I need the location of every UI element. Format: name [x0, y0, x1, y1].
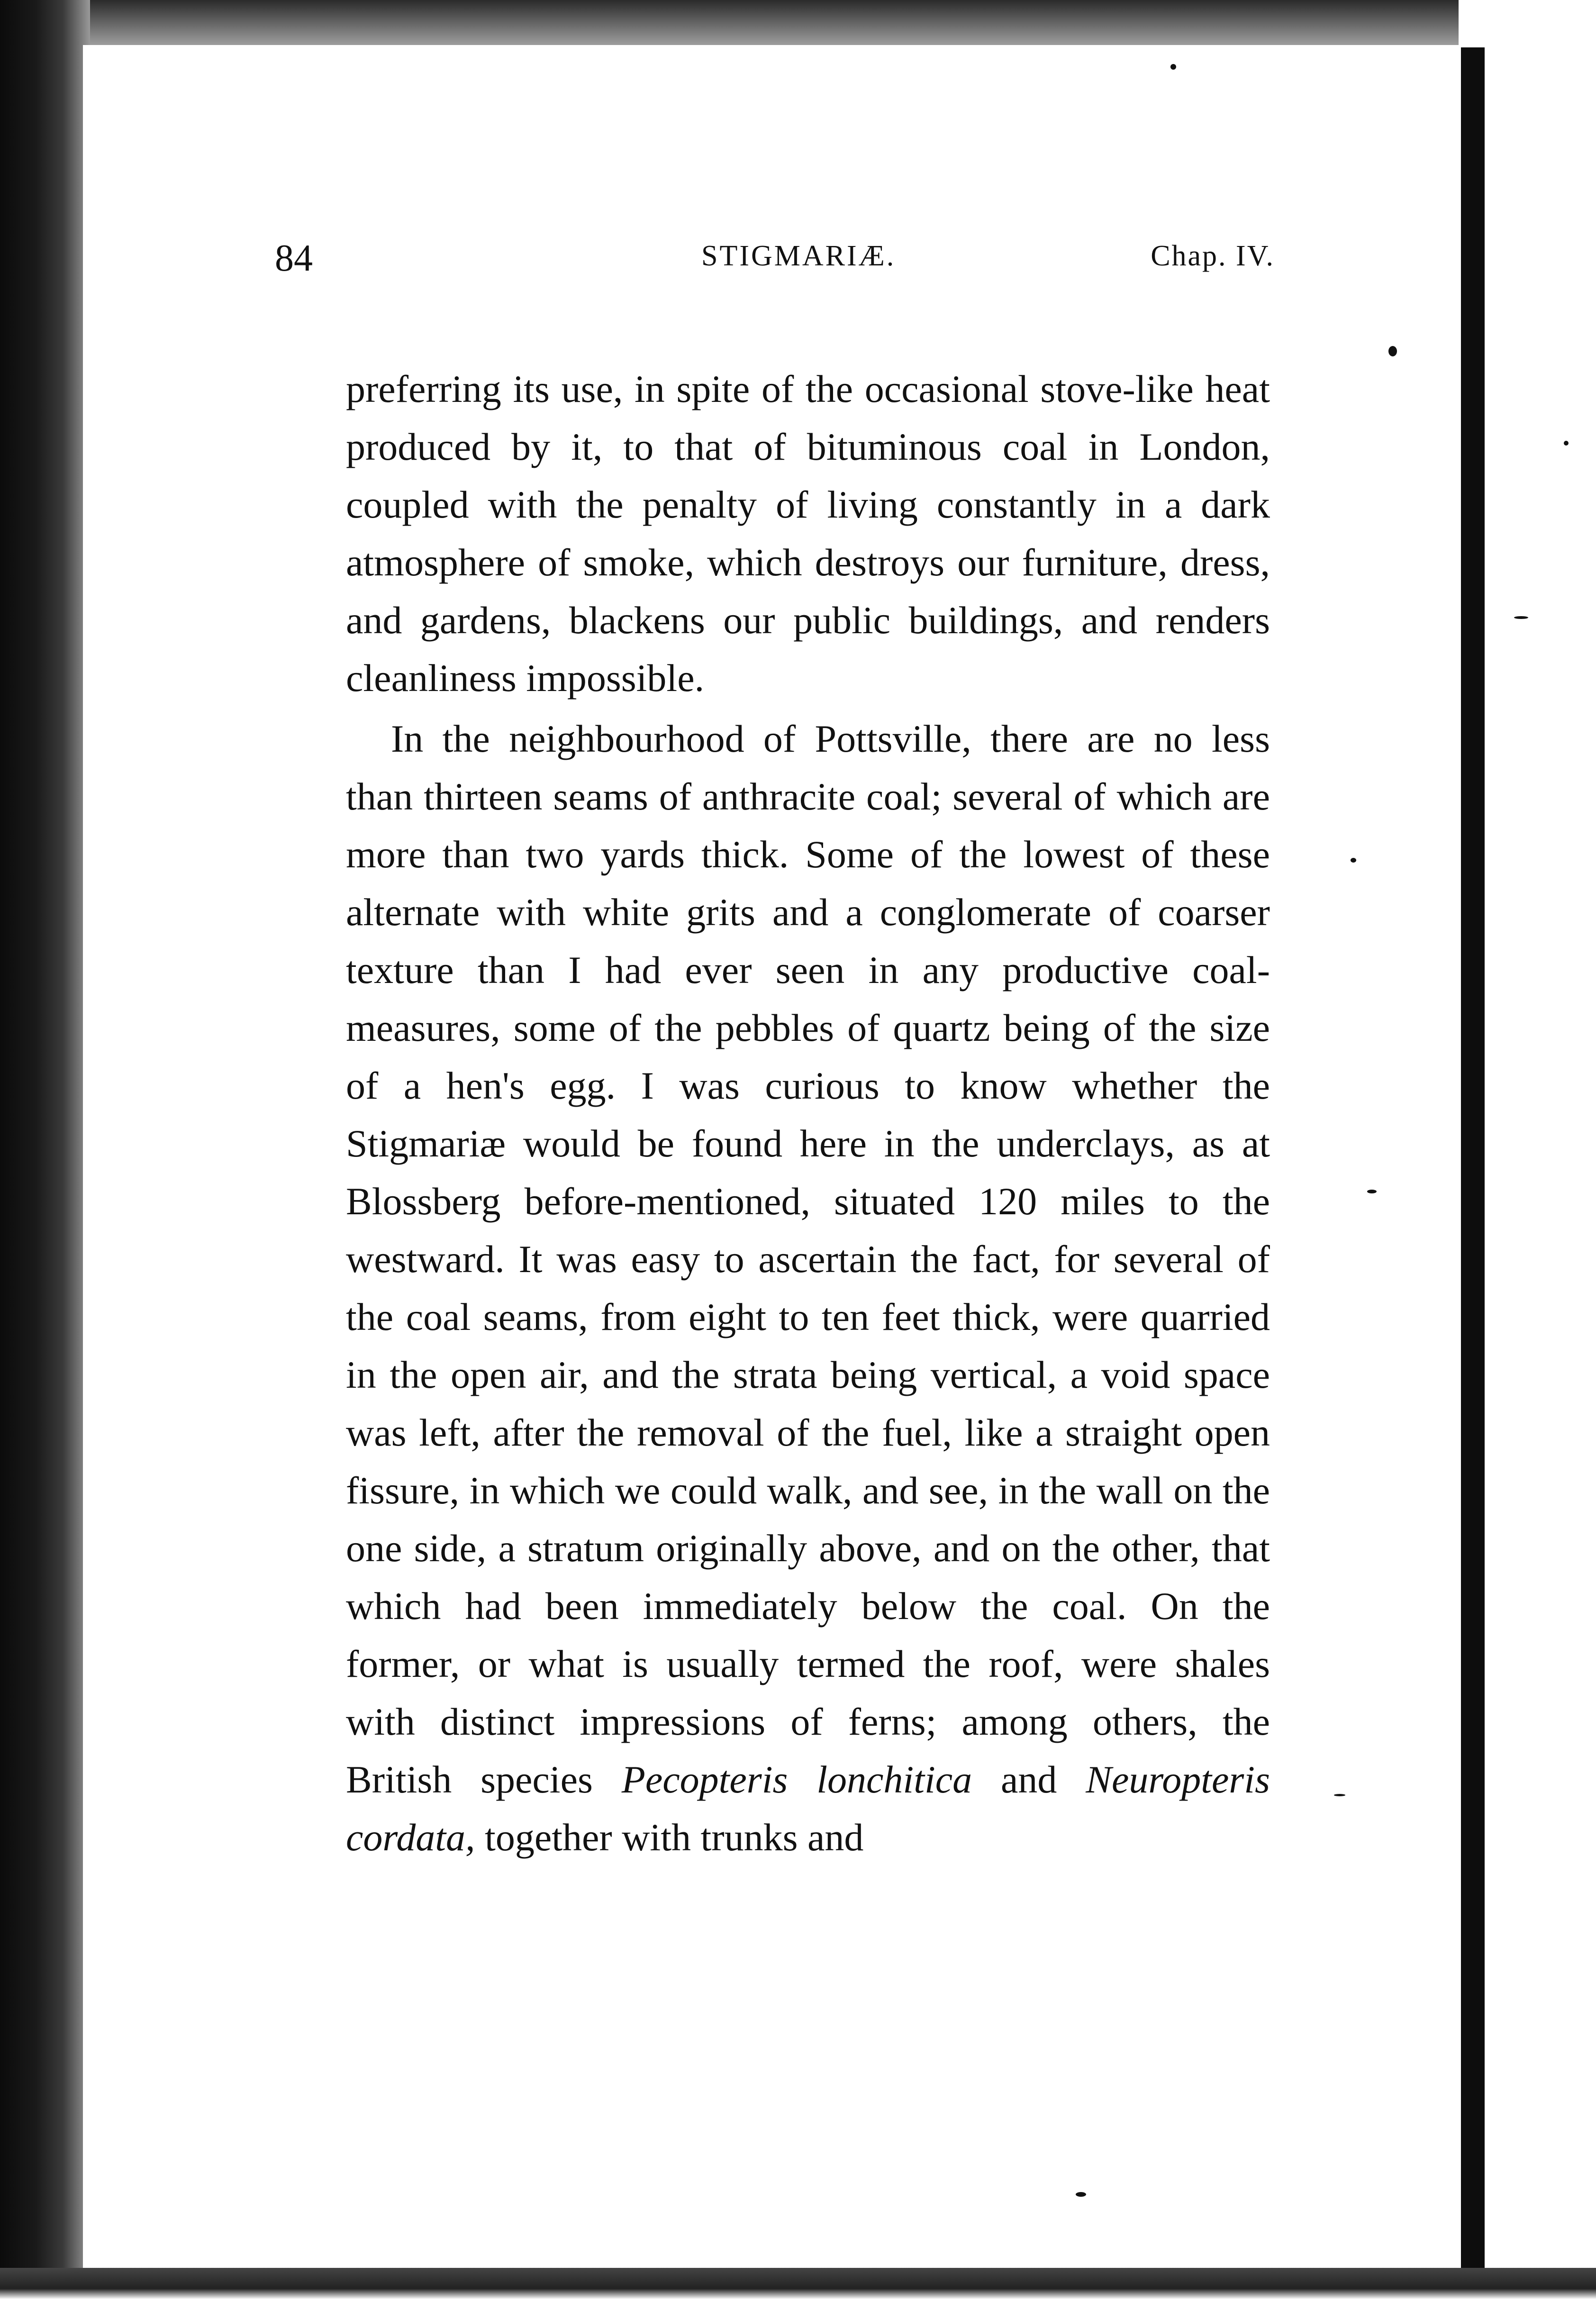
paragraph-2: [346, 710, 1270, 1866]
scan-top-edge: [0, 0, 1596, 45]
page-header: [275, 237, 1275, 303]
scan-left-edge: [0, 0, 90, 2320]
body-text: [346, 360, 1270, 1866]
scan-speck: [1351, 858, 1356, 863]
paragraph-2-text: In the neighbourhood of Pottsville, there are no less than thirteen seams of anthracite coal; several of which are more than two yards thick. Some of the lowest of these alternate with white grits and a conglomerate of coarser texture than I had ever seen in any productive coal-measures, some of the pebbles of quartz being of the size of a hen's egg. I was curious to know whether the Stigmariæ would be found here in the underclays, as at Blossberg before-mentioned, situated 120 miles to the westward. It was easy to ascertain the fact, for several of the coal seams, from eight to ten feet thick, were quarried in the open air, and the strata being vertical, a void space was left, after the removal of the fuel, like a straight open fissure, in which we could walk, and see, in the wall on the one side, a stratum originally above, and on the other, that which had been immediately below the coal. On the former, or what is usually termed the roof, were shales with distinct impressions of ferns; among others, the British species: [346, 717, 1270, 1801]
conjunction: and: [1001, 1758, 1057, 1801]
scan-speck: [1388, 346, 1397, 356]
scan-right-edge: [1461, 47, 1485, 2284]
page-number: 84: [275, 237, 313, 279]
paragraph-1: preferring its use, in spite of the occasional stove-like heat produced by it, to that of bituminous coal in London, coupled with the penalty of living constantly in a dark atmosphere of smoke, which destroys our furniture, dress, and gardens, blackens our public buildings, and renders cleanliness impossible.: [346, 367, 1270, 700]
scan-speck: [1514, 616, 1528, 619]
chapter-label: Chap. IV.: [1151, 240, 1275, 272]
scan-speck: [1170, 64, 1176, 70]
scan-speck: [1334, 1794, 1345, 1796]
scan-bottom-edge: [0, 2268, 1596, 2320]
scan-speck: [1564, 441, 1569, 446]
species-name-pecopteris: Pecopteris lonchitica: [621, 1758, 972, 1801]
running-title: STIGMARIÆ.: [701, 240, 896, 272]
scan-speck: [1076, 2192, 1086, 2197]
species-name-neuropteris: Neuropteris cordata,: [346, 1758, 1270, 1859]
paragraph-2-ending: together with trunks and: [485, 1816, 864, 1859]
scan-speck: [1367, 1190, 1377, 1193]
